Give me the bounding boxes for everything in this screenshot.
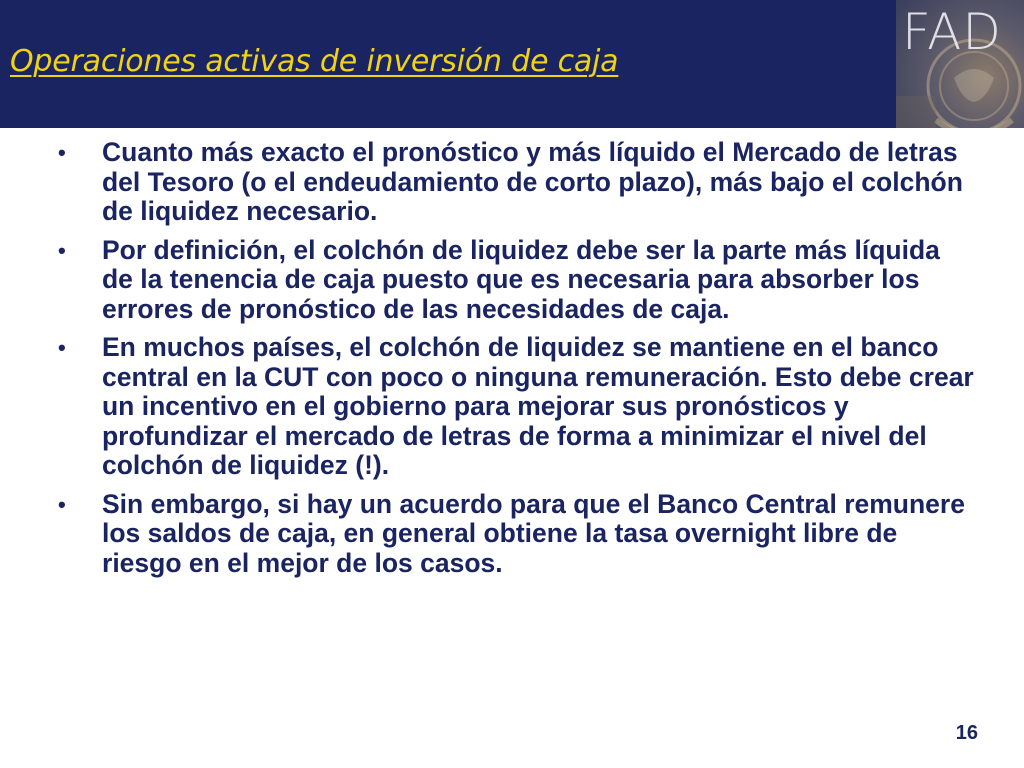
bullet-marker: • [58,140,66,165]
list-item [56,490,976,579]
page-number: 16 [955,722,978,744]
list-item [56,138,976,227]
bullet-marker: • [58,491,66,517]
header-bar [0,0,1024,128]
list-item [56,333,976,481]
fad-logo [896,0,1024,128]
bullet-text: Cuanto más exacto el pronóstico y más líquido el Mercado de letras del Tesoro (o el endeudamiento de corto plazo), más bajo el colchón de liquidez necesario. [102,137,963,226]
slide-title: Operaciones activas de inversión de caja [10,44,619,79]
bullet-marker: • [58,335,66,360]
logo-fad-text: FAD [902,3,1002,61]
bullet-marker: • [58,237,66,263]
bullet-text: En muchos países, el colchón de liquidez se mantiene en el banco central en la CUT con poco o ninguna remuneración. Esto debe crear un incentivo en el gobierno para mejorar sus pronósticos y profundizar el mercado de letras de forma a minimizar el nivel del colchón de liquidez (!). [102,332,974,480]
bullet-text: Por definición, el colchón de liquidez debe ser la parte más líquida de la tenencia de caja puesto que es necesaria para absorber los errores de pronóstico de las necesidades de caja. [102,234,940,324]
bullet-list [56,138,976,587]
list-item [56,236,976,325]
bullet-text: Sin embargo, si hay un acuerdo para que el Banco Central remunere los saldos de caja, en general obtiene la tasa overnight libre de riesgo en el mejor de los casos. [102,488,965,578]
